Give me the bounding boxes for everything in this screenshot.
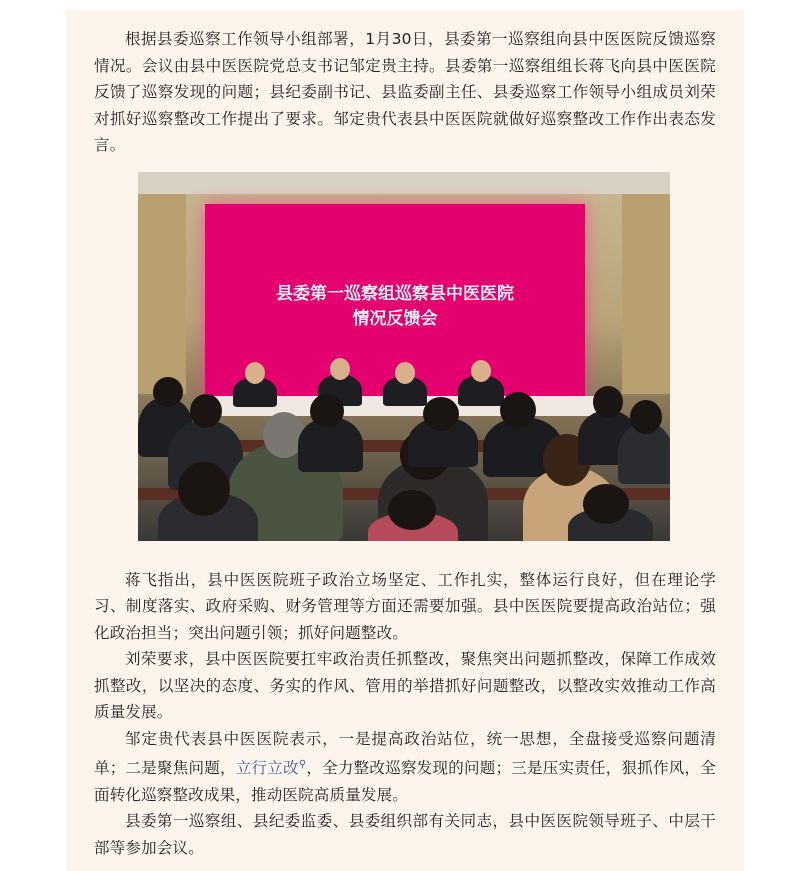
presidium-head xyxy=(395,362,415,384)
audience-head xyxy=(388,490,436,530)
presidium-head xyxy=(471,360,491,382)
presidium-head xyxy=(245,362,265,384)
search-keyword-link[interactable]: 立行立改⚲ xyxy=(235,759,307,778)
search-icon[interactable]: ⚲ xyxy=(298,759,307,770)
audience-head xyxy=(500,392,536,428)
audience-head xyxy=(593,386,623,418)
audience-head xyxy=(310,394,344,428)
paragraph-zoudinggui: 邹定贵代表县中医医院表示，一是提高政治站位，统一思想，全盘接受巡察问题清单；二是聚焦问题，立行立改⚲，全力整改巡察发现的问题；三是压实责任，狠抓作风，全面转化巡察整改成果，推动医院高质量发展。 xyxy=(94,729,716,804)
spacer xyxy=(94,541,716,567)
paragraph-liurong: 刘荣要求，县中医医院要扛牢政治责任抓整改，聚焦突出问题抓整改，保障工作成效抓整改，以坚决的态度、务实的作风、管用的举措抓好问题整改，以整改实效推动工作高质量发展。 xyxy=(94,650,716,721)
screen-title-line1: 县委第一巡察组巡察县中医医院 xyxy=(276,283,514,304)
paragraph-intro: 根据县委巡察工作领导小组部署，1月30日，县委第一巡察组向县中医医院反馈巡察情况。会议由县中医医院党总支书记邹定贵主持。县委第一巡察组组长蒋飞向县中医医院反馈了巡察发现的问题；县纪委副书记、县监委副主任、县委巡察工作领导小组成员刘荣对抓好巡察整改工作提出了要求。邹定贵代表县中医医院就做好巡察整改工作作出表态发言。 xyxy=(94,30,716,154)
wall-pillar-right xyxy=(622,194,670,394)
audience-head xyxy=(153,377,183,407)
wall-pillar-left xyxy=(138,194,186,394)
audience-head xyxy=(190,394,222,428)
audience-head xyxy=(423,397,459,431)
paragraph-jiangfei: 蒋飞指出，县中医医院班子政治立场坚定、工作扎实，整体运行良好，但在理论学习、制度落实、政府采购、财务管理等方面还需要加强。县中医医院要提高政治站位；强化政治担当；突出问题引领；抓好问题整改。 xyxy=(94,570,716,642)
ceiling xyxy=(138,172,670,194)
paragraph-attendees: 县委第一巡察组、县纪委监委、县委组织部有关同志，县中医医院领导班子、中层干部等参加会议。 xyxy=(94,812,716,857)
meeting-photo xyxy=(138,172,670,541)
audience-head xyxy=(178,462,230,516)
article-body xyxy=(66,10,744,871)
audience-head xyxy=(630,400,662,434)
presidium-head xyxy=(330,358,350,380)
screen-title-line2: 情况反馈会 xyxy=(352,308,438,329)
audience-head xyxy=(583,484,629,524)
